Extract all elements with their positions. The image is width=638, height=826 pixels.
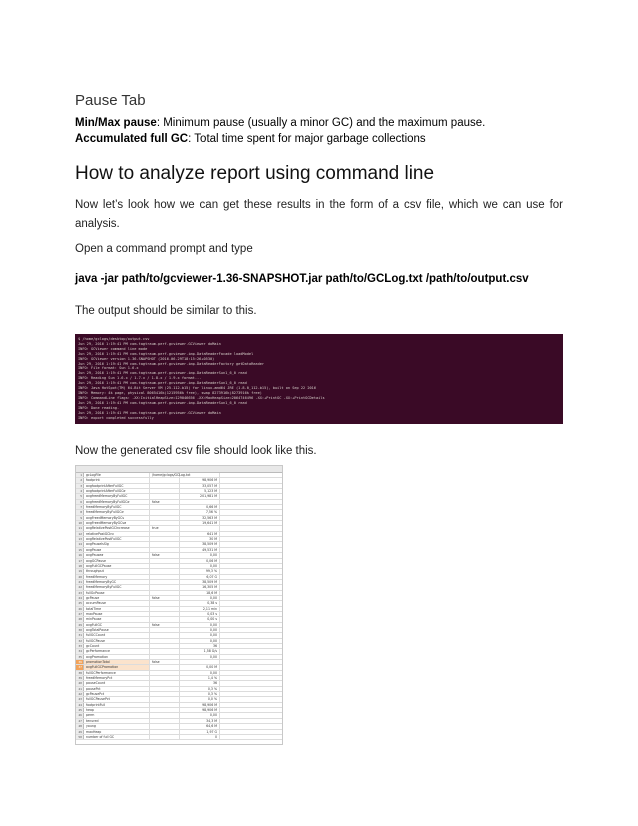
table-cell xyxy=(150,644,180,648)
table-cell: fullGCCount xyxy=(84,633,150,637)
table-cell: avgPause xyxy=(84,548,150,552)
table-cell: 99,3 % xyxy=(180,569,220,573)
table-cell: 36 xyxy=(76,660,84,664)
table-cell-empty xyxy=(220,735,282,739)
table-cell: 40 xyxy=(76,681,84,685)
table-cell: 12 xyxy=(76,532,84,536)
spreadsheet-screenshot xyxy=(75,465,283,745)
table-cell: 7,56 % xyxy=(180,510,220,514)
table-cell: avgTotalPause xyxy=(84,628,150,632)
table-cell xyxy=(150,649,180,653)
table-cell: 17 xyxy=(76,559,84,563)
table-cell: avgRelativePostFullGC xyxy=(84,537,150,541)
table-cell-empty xyxy=(220,569,282,573)
table-cell xyxy=(150,681,180,685)
table-cell xyxy=(150,537,180,541)
terminal-line: Jun 29, 2016 1:19:41 PM com.tagtraum.perf.gcviewer.GCViewer doMain xyxy=(78,341,221,346)
table-cell-empty xyxy=(220,703,282,707)
accum-label: Accumulated full GC xyxy=(75,133,189,145)
table-cell-empty xyxy=(220,585,282,589)
table-cell: 2 xyxy=(76,478,84,482)
table-cell: 1,58 G/s xyxy=(180,649,220,653)
table-cell: 50 xyxy=(76,735,84,739)
table-cell-empty xyxy=(220,671,282,675)
table-cell xyxy=(150,708,180,712)
table-cell: 34 xyxy=(76,649,84,653)
table-cell: gcPerformance xyxy=(84,649,150,653)
table-cell: pausePct xyxy=(84,687,150,691)
table-cell: 49 xyxy=(76,730,84,734)
table-cell: 1 xyxy=(76,473,84,477)
table-cell xyxy=(150,569,180,573)
table-cell xyxy=(150,735,180,739)
table-cell-empty xyxy=(220,697,282,701)
table-cell xyxy=(150,607,180,611)
table-cell-empty xyxy=(220,505,282,509)
table-cell: 64,6 M xyxy=(180,724,220,728)
table-cell: 8 xyxy=(76,510,84,514)
table-cell-empty xyxy=(220,665,282,669)
table-cell-empty xyxy=(220,537,282,541)
table-cell: 26 xyxy=(76,607,84,611)
table-cell xyxy=(150,665,180,669)
table-cell: 30 xyxy=(76,628,84,632)
table-cell: pauseCount xyxy=(84,681,150,685)
table-cell: avgFullGCPause xyxy=(84,564,150,568)
table-cell-empty xyxy=(220,526,282,530)
table-cell-empty xyxy=(220,494,282,498)
table-cell: young xyxy=(84,724,150,728)
table-cell-empty xyxy=(220,628,282,632)
minmax-line xyxy=(75,117,485,129)
table-cell: 0,00 xyxy=(180,564,220,568)
table-cell: 0,00 xyxy=(180,713,220,717)
table-cell xyxy=(150,532,180,536)
table-cell-empty xyxy=(220,649,282,653)
table-cell: freedMemoryByFullGC xyxy=(84,585,150,589)
table-cell: avgPauseσ xyxy=(84,553,150,557)
table-cell: 27 xyxy=(76,612,84,616)
table-cell: avgFreedMemoryByGCsσ xyxy=(84,521,150,525)
table-cell: tenured xyxy=(84,719,150,723)
table-cell xyxy=(150,575,180,579)
table-cell xyxy=(150,692,180,696)
table-cell: 98,906 M xyxy=(180,703,220,707)
table-cell-empty xyxy=(220,510,282,514)
table-cell: gcPausePct xyxy=(84,692,150,696)
table-cell: 7 xyxy=(76,505,84,509)
table-cell: 0,00 xyxy=(180,628,220,632)
table-cell: avgfreedMemoryByFullGC xyxy=(84,494,150,498)
table-cell: minPause xyxy=(84,617,150,621)
table-cell: footprintFull xyxy=(84,703,150,707)
terminal-line: $ /home/gclogs/desktop/output.csv xyxy=(78,337,150,341)
table-cell: 25 xyxy=(76,601,84,605)
table-cell: 0,00 xyxy=(180,623,220,627)
table-cell: avgFullGCPromotion xyxy=(84,665,150,669)
table-cell: avgPromotion xyxy=(84,655,150,659)
table-cell-empty xyxy=(220,719,282,723)
table-cell: fullGcPause xyxy=(84,591,150,595)
terminal-line: INFO: GCViewer version 1.36-SNAPSHOT (2016-06-29T18:15:26+0530) xyxy=(78,356,215,361)
table-cell-empty xyxy=(220,617,282,621)
table-cell: avgRelativePostGCIncrease xyxy=(84,526,150,530)
minmax-text: : Minimum pause (usually a minor GC) and the maximum pause. xyxy=(156,117,486,129)
table-cell: fullGCPausePct xyxy=(84,697,150,701)
table-cell: 0,00 xyxy=(180,655,220,659)
terminal-line: INFO: export completed successfully xyxy=(78,415,154,420)
table-cell xyxy=(150,559,180,563)
terminal-screenshot xyxy=(75,334,563,424)
table-cell: promotionTotal xyxy=(84,660,150,664)
table-cell: 46 xyxy=(76,713,84,717)
table-cell: 4 xyxy=(76,489,84,493)
table-cell-empty xyxy=(220,660,282,664)
table-cell: 1,4 % xyxy=(180,676,220,680)
table-cell: 1,97 G xyxy=(180,730,220,734)
terminal-line: INFO: Java HotSpot(TM) 64-Bit Server VM (25.112-b15) for linux-amd64 JRE (1.8.0_112-b15), built on Sep 22 2016 xyxy=(78,386,316,391)
table-cell: maxHeap xyxy=(84,730,150,734)
table-cell: 0,00 xyxy=(180,596,220,600)
table-cell-empty xyxy=(220,489,282,493)
table-cell-empty xyxy=(220,687,282,691)
csv-note: Now the generated csv file should look like this. xyxy=(75,445,317,457)
table-cell: 0,00 s xyxy=(180,617,220,621)
terminal-line: INFO: Memory: 4k page, physical 8065416k(1215956k free), swap 8273916k(8273916k free) xyxy=(78,390,262,395)
table-cell-empty xyxy=(220,644,282,648)
table-cell xyxy=(180,660,220,664)
table-cell-empty xyxy=(220,478,282,482)
table-cell: gcPause xyxy=(84,596,150,600)
terminal-line: Jun 29, 2016 1:19:41 PM com.tagtraum.perf.gcviewer.GCViewer doMain xyxy=(78,410,221,415)
table-cell: 35 xyxy=(76,655,84,659)
table-cell: /home/gclogs/GCLog.txt xyxy=(152,473,191,477)
table-cell: 28 xyxy=(76,617,84,621)
table-cell: 0,00 xyxy=(180,671,220,675)
spreadsheet-header xyxy=(76,466,282,473)
table-cell: gcLogFile xyxy=(84,473,150,477)
table-cell: avgFullGC xyxy=(84,623,150,627)
table-cell: avgfootprintAfterFullGC xyxy=(84,484,150,488)
terminal-line: Jun 29, 2016 1:19:41 PM com.tagtraum.perf.gcviewer.imp.DataReaderFactory getDataReader xyxy=(78,361,265,366)
table-cell xyxy=(180,526,220,530)
table-cell xyxy=(150,713,180,717)
table-cell: 34,3 M xyxy=(180,719,220,723)
minmax-label: Min/Max pause xyxy=(75,117,157,129)
table-cell xyxy=(150,697,180,701)
table-cell-empty xyxy=(220,692,282,696)
accum-text: : Total time spent for major garbage collections xyxy=(188,133,426,145)
accum-line xyxy=(75,133,426,145)
table-cell: accumPause xyxy=(84,601,150,605)
table-cell-empty xyxy=(220,639,282,643)
table-cell: 5,123 M xyxy=(180,489,220,493)
table-cell: freedMemoryByFullGC xyxy=(84,505,150,509)
table-cell xyxy=(150,478,180,482)
table-cell: 0,00 xyxy=(180,553,220,557)
table-cell: 6 xyxy=(76,500,84,504)
table-cell: 32 xyxy=(76,639,84,643)
table-cell: 41 xyxy=(76,687,84,691)
table-cell: 641 M xyxy=(180,532,220,536)
table-cell: gcCount xyxy=(84,644,150,648)
table-cell: false xyxy=(150,660,180,664)
table-cell-empty xyxy=(220,676,282,680)
table-cell: 21 xyxy=(76,580,84,584)
table-cell-empty xyxy=(220,500,282,504)
terminal-line: INFO: CommandLine flags: -XX:InitialHeapSize=129046656 -XX:MaxHeapSize=2064746496 -XX:+PrintGC -XX:+PrintGCDetails xyxy=(78,395,325,400)
table-cell: avgGCPause xyxy=(84,559,150,563)
table-cell xyxy=(150,730,180,734)
table-cell: 6,07 G xyxy=(180,575,220,579)
table-cell: avgfreedMemoryByFullGCσ xyxy=(84,500,150,504)
table-cell-empty xyxy=(220,730,282,734)
table-cell: freedMemoryPct xyxy=(84,676,150,680)
table-cell: 42 xyxy=(76,692,84,696)
table-cell: maxPause xyxy=(84,612,150,616)
table-cell-empty xyxy=(220,553,282,557)
table-cell: 10 xyxy=(76,521,84,525)
table-cell: avgFreedMemoryByGCs xyxy=(84,516,150,520)
table-cell: 98,906 M xyxy=(180,478,220,482)
table-cell: 43 xyxy=(76,697,84,701)
table-row xyxy=(76,735,282,740)
table-cell: 39 xyxy=(76,676,84,680)
table-cell-empty xyxy=(220,564,282,568)
table-cell: 3 xyxy=(76,484,84,488)
table-cell: fullGCPerformance xyxy=(84,671,150,675)
table-cell-empty xyxy=(220,633,282,637)
table-cell: 0,00 M xyxy=(180,665,220,669)
table-cell: 33 xyxy=(76,644,84,648)
table-cell-empty xyxy=(220,681,282,685)
table-cell: 20 xyxy=(76,575,84,579)
table-cell: 33,057 M xyxy=(180,484,220,488)
table-cell: avgPauseIsSig xyxy=(84,542,150,546)
table-cell: 0,00 xyxy=(180,639,220,643)
table-cell: false xyxy=(150,623,180,627)
table-cell xyxy=(150,639,180,643)
table-cell xyxy=(150,510,180,514)
table-cell-empty xyxy=(220,713,282,717)
table-cell xyxy=(150,633,180,637)
table-cell-empty xyxy=(220,580,282,584)
table-cell-empty xyxy=(220,548,282,552)
table-cell: 31 xyxy=(76,633,84,637)
table-cell: throughput xyxy=(84,569,150,573)
table-cell: 0,38 s xyxy=(180,601,220,605)
table-cell: fullGCPause xyxy=(84,639,150,643)
table-cell: totalTime xyxy=(84,607,150,611)
table-cell xyxy=(150,617,180,621)
table-cell: 29 xyxy=(76,623,84,627)
table-cell: freedMemory xyxy=(84,575,150,579)
table-cell xyxy=(150,580,180,584)
table-cell: freedMemoryByGC xyxy=(84,580,150,584)
table-cell-empty xyxy=(220,724,282,728)
table-cell xyxy=(150,489,180,493)
intro-paragraph: Now let’s look how we can get these results in the form of a csv file, which we can use for analysis. xyxy=(75,199,563,230)
table-cell: 0,66 M xyxy=(180,505,220,509)
table-cell-empty xyxy=(220,473,282,477)
table-cell: 36 xyxy=(180,644,220,648)
table-cell xyxy=(150,676,180,680)
table-cell-empty xyxy=(220,612,282,616)
table-cell: footprint xyxy=(84,478,150,482)
table-cell: 47 xyxy=(76,719,84,723)
table-cell: 36 xyxy=(180,681,220,685)
table-cell: 16,305 M xyxy=(180,585,220,589)
table-cell: 0,00 xyxy=(180,633,220,637)
table-cell xyxy=(150,591,180,595)
table-cell: 14 xyxy=(76,542,84,546)
table-cell-empty xyxy=(220,559,282,563)
table-cell: 18 xyxy=(76,564,84,568)
table-cell-empty xyxy=(220,516,282,520)
table-cell: 11 xyxy=(76,526,84,530)
table-cell: freedMemoryByFullGCσ xyxy=(84,510,150,514)
table-cell: 24 xyxy=(76,596,84,600)
table-cell: 18,6 M xyxy=(180,591,220,595)
table-cell-empty xyxy=(220,591,282,595)
table-cell-empty xyxy=(220,623,282,627)
table-cell: relativePostGCInc xyxy=(84,532,150,536)
terminal-line: Jun 29, 2016 1:19:41 PM com.tagtraum.perf.gcviewer.imp.DataReaderSun1_6_0 read xyxy=(78,381,247,386)
command-text: java -jar path/to/gcviewer-1.36-SNAPSHOT.jar path/to/GCLog.txt /path/to/output.csv xyxy=(75,273,529,285)
table-cell: 9 xyxy=(76,516,84,520)
open-prompt-text: Open a command prompt and type xyxy=(75,243,253,255)
table-cell: false xyxy=(150,500,180,504)
table-cell-empty xyxy=(220,542,282,546)
table-cell-empty xyxy=(220,601,282,605)
table-cell: perm xyxy=(84,713,150,717)
table-cell: 30 M xyxy=(180,537,220,541)
table-cell: 32,563 M xyxy=(180,516,220,520)
table-cell: heap xyxy=(84,708,150,712)
table-cell: true xyxy=(150,526,180,530)
table-cell: 37 xyxy=(76,665,84,669)
table-cell xyxy=(150,542,180,546)
table-cell-empty xyxy=(220,575,282,579)
table-cell: avgfootprintAfterFullGCσ xyxy=(84,489,150,493)
table-cell xyxy=(150,719,180,723)
terminal-line: INFO: GCViewer command line mode xyxy=(78,346,148,351)
table-cell: 22 xyxy=(76,585,84,589)
analyze-heading: How to analyze report using command line xyxy=(75,163,435,184)
table-cell-empty xyxy=(220,607,282,611)
table-cell xyxy=(150,628,180,632)
table-cell-empty xyxy=(220,655,282,659)
table-cell-empty xyxy=(220,596,282,600)
table-cell: 98,906 M xyxy=(180,708,220,712)
table-cell: 19,641 M xyxy=(180,521,220,525)
table-cell: 13 xyxy=(76,537,84,541)
table-cell: false xyxy=(150,596,180,600)
table-cell xyxy=(150,484,180,488)
table-cell: 49,531 M xyxy=(180,548,220,552)
table-cell: 38,509 M xyxy=(180,542,220,546)
table-cell xyxy=(150,585,180,589)
table-cell: 19 xyxy=(76,569,84,573)
table-cell: 38 xyxy=(76,671,84,675)
table-cell xyxy=(150,601,180,605)
table-cell xyxy=(180,473,220,477)
table-cell xyxy=(150,703,180,707)
table-cell-empty xyxy=(220,521,282,525)
table-cell xyxy=(150,724,180,728)
table-cell: 0,06 M xyxy=(180,559,220,563)
table-cell: 15 xyxy=(76,548,84,552)
table-cell: 16 xyxy=(76,553,84,557)
table-cell: 201,981 M xyxy=(180,494,220,498)
terminal-line: Jun 29, 2016 1:19:41 PM com.tagtraum.perf.gcviewer.imp.DataReaderSun1_6_0 read xyxy=(78,400,247,405)
table-cell: 45 xyxy=(76,708,84,712)
table-cell: 5 xyxy=(76,494,84,498)
table-cell: false xyxy=(150,553,180,557)
table-cell xyxy=(150,516,180,520)
table-cell: 23 xyxy=(76,591,84,595)
table-cell xyxy=(180,500,220,504)
table-cell: 2,11 min xyxy=(180,607,220,611)
table-cell: 0,0 % xyxy=(180,697,220,701)
pause-tab-title: Pause Tab xyxy=(75,92,146,109)
table-cell: 0,03 s xyxy=(180,612,220,616)
table-cell: 44 xyxy=(76,703,84,707)
table-cell xyxy=(150,494,180,498)
table-cell-empty xyxy=(220,708,282,712)
table-cell: 38,509 M xyxy=(180,580,220,584)
table-cell xyxy=(150,687,180,691)
terminal-line: Jun 29, 2016 1:19:41 PM com.tagtraum.perf.gcviewer.imp.DataReaderFacade loadModel xyxy=(78,351,254,356)
terminal-line: INFO: Done reading. xyxy=(78,405,120,410)
table-cell: 0 xyxy=(180,735,220,739)
table-cell xyxy=(150,671,180,675)
table-cell-empty xyxy=(220,532,282,536)
table-cell: 0,3 % xyxy=(180,692,220,696)
terminal-line: INFO: Reading Sun 1.6.x / 1.7.x / 1.8.x / 1.9.x format... xyxy=(78,376,202,381)
terminal-line: Jun 29, 2016 1:19:41 PM com.tagtraum.perf.gcviewer.imp.DataReaderSun1_6_0 read xyxy=(78,371,247,376)
table-cell: number of full GC xyxy=(84,735,150,739)
table-cell xyxy=(150,655,180,659)
output-note: The output should be similar to this. xyxy=(75,305,257,317)
table-cell: 48 xyxy=(76,724,84,728)
table-cell: 0,3 % xyxy=(180,687,220,691)
table-cell xyxy=(150,612,180,616)
table-cell xyxy=(150,564,180,568)
terminal-line: INFO: File format: Sun 1.6.x xyxy=(78,366,139,371)
table-cell-empty xyxy=(220,484,282,488)
table-cell xyxy=(150,548,180,552)
table-cell xyxy=(150,505,180,509)
table-cell xyxy=(150,521,180,525)
